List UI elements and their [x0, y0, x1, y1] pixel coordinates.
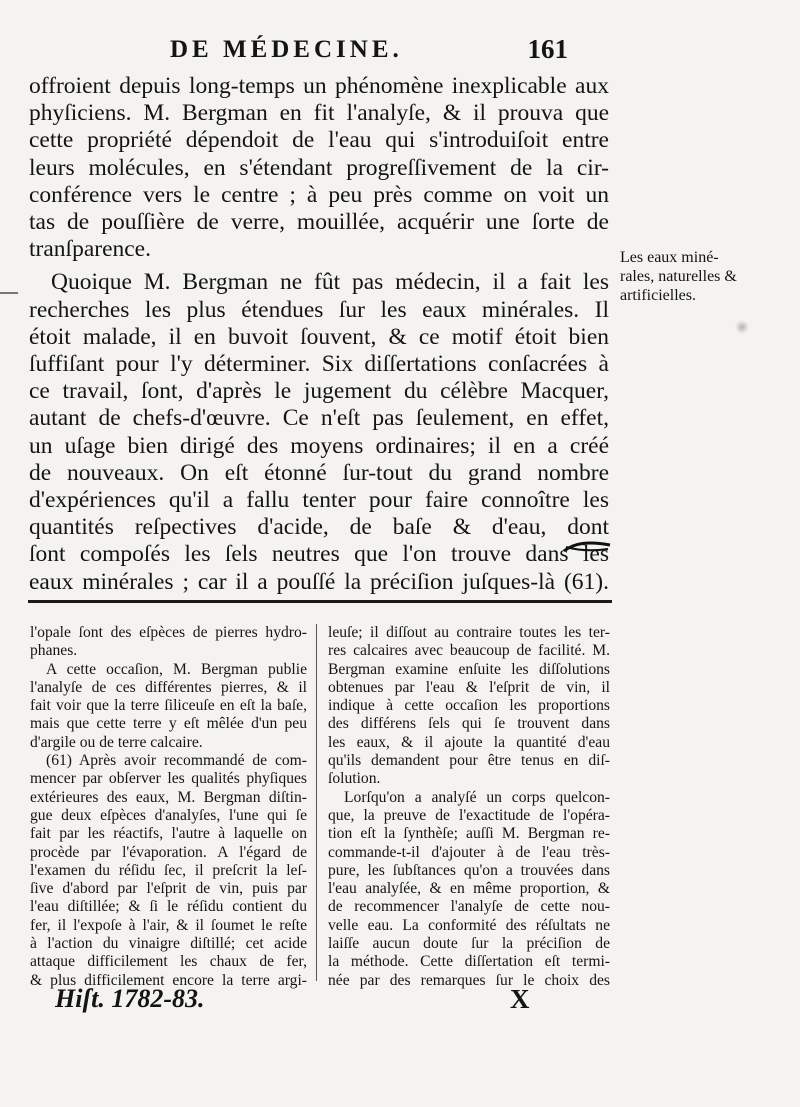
margin-note-line: artificielles. [620, 287, 696, 304]
main-line: eaux minérales ; car il a pouſſé la préciſion juſques-là (61). [29, 568, 609, 595]
main-line: ſont compoſés les ſels neutres que l'on trouve dans les [29, 541, 609, 568]
footnote-line: fait voir que la terre ſiliceuſe en eſt la baſe, [30, 697, 307, 715]
margin-note-line: rales, naturelles & [620, 268, 737, 285]
main-line: leurs molécules, en s'étendant progreſſivement de la cir- [29, 154, 609, 181]
footnote-line: l'eau diſtillée; & ſi le réſidu contient du [30, 898, 307, 916]
footnote-line: Lorſqu'on a analyſé un corps quelcon- [344, 788, 610, 806]
main-line: quantités reſpectives d'acide, de baſe & d'eau, dont [29, 514, 609, 541]
footnote-line: ſive d'abord par l'eſprit de vin, puis par [30, 880, 307, 898]
running-title: DE MÉDECINE. [170, 36, 403, 63]
footnote-line: ſolution. [328, 770, 381, 788]
main-line: ce travail, ſont, d'après le jugement du célèbre Macquer, [29, 378, 609, 405]
main-line: d'expériences qu'il a fallu tenter pour faire connoître les [29, 487, 609, 514]
footnote-line: phanes. [30, 642, 78, 660]
footnote-line: & plus difficilement encore la terre argi- [30, 971, 307, 989]
main-line: tranſparence. [29, 236, 151, 263]
footnote-line: A cette occaſion, M. Bergman publie [46, 660, 307, 678]
main-line: un uſage bien dirigé des moyens ordinaires; il en a créé [29, 432, 609, 459]
footnote-line: tion eſt la ſynthèſe; auſſi M. Bergman re- [328, 825, 610, 843]
footnote-line: pure, les ſubſtances qu'on a trouvées dans [328, 861, 610, 879]
footnote-line: d'argile ou de terre calcaire. [30, 733, 203, 751]
footnote-line: attaque difficilement les chaux de fer, [30, 953, 307, 971]
footnote-line: Bergman examine enſuite les diſſolutions [328, 660, 610, 678]
footnote-line: indique à cette occaſion les proportions [328, 697, 610, 715]
footnote-line: l'opale ſont des eſpèces de pierres hydro- [30, 624, 307, 641]
signature-mark: X [510, 984, 530, 1014]
main-line: étoit malade, il en buvoit ſouvent, & ce motif étoit bien [29, 323, 609, 350]
ink-strike-mark [562, 537, 612, 557]
footnote-line: qu'ils demandent pour être tenus en diſ- [328, 752, 610, 770]
column-divider [316, 624, 317, 981]
footnote-line: de recommencer l'analyſe de cette nou- [328, 898, 610, 916]
footnote-line: née par des remarques ſur le choix des [328, 971, 610, 989]
margin-note [620, 248, 795, 305]
footnote-rule [28, 600, 612, 603]
ink-smudge [735, 320, 749, 334]
footnote-line: procède par l'évaporation. A l'égard de [30, 843, 307, 861]
footnote-line: gue deux eſpèces d'analyſes, l'une qui ſe [30, 806, 307, 824]
margin-mark [0, 292, 18, 294]
footnote-line: à l'action du vinaigre diſtillé; cet acide [30, 935, 307, 953]
running-head [0, 34, 800, 74]
page-number: 161 [527, 34, 568, 64]
main-line: de nouveaux. On eſt étonné ſur-tout du grand nombre [29, 459, 609, 486]
footnote-line: extérieures des eaux, M. Bergman diſtin- [30, 788, 307, 806]
footnote-line: (61) Après avoir recommandé de com- [46, 752, 307, 770]
footnote-line: mais que cette terre y eſt mêlée d'un peu [30, 715, 307, 733]
main-line: recherches les plus étendues ſur les eaux minérales. Il [29, 296, 609, 323]
footnote-line: la méthode. Cette diſſertation eſt termi- [328, 953, 610, 971]
footnote-line: laiſſe aucun doute ſur la préciſion de [328, 935, 610, 953]
footnote-column-left [30, 624, 307, 990]
footnote-line: que, la preuve de l'exactitude de l'opéra- [328, 806, 610, 824]
main-line: ſuffiſant pour l'y déterminer. Six diſſertations conſacrées à [29, 351, 609, 378]
footnote-line: fer, il l'expoſe à l'air, & il ſoumet le reſte [30, 916, 307, 934]
main-line: autant de chefs-d'œuvre. Ce n'eſt pas ſeulement, en effet, [29, 405, 609, 432]
main-text [29, 73, 609, 596]
main-line: phyſiciens. M. Bergman en fit l'analyſe, & il prouva que [29, 100, 609, 127]
footnote-line: commande-t-il d'ajouter à de l'eau très- [328, 843, 610, 861]
footnote-line: les eaux, & il ajoute la quantité d'eau [328, 733, 610, 751]
footnote-line: fait par les réactifs, l'autre à laquelle on [30, 825, 307, 843]
footnote-line: l'analyſe de ces différentes pierres, & il [30, 678, 307, 696]
footnote-column-right [328, 624, 610, 990]
footnote-line: leuſe; il diſſout au contraire toutes les ter- [328, 624, 610, 641]
footnote-line: l'eau analyſée, & en même proportion, & [328, 880, 610, 898]
footnote-line: l'examen du réſidu ſec, il preſcrit la leſ- [30, 861, 307, 879]
footnote-line: res calcaires avec beaucoup de facilité. M. [328, 642, 610, 660]
main-line: offroient depuis long-temps un phénomène inexplicable aux [29, 73, 609, 99]
main-line: Quoique M. Bergman ne fût pas médecin, il a fait les [51, 269, 609, 296]
printer-signature: Hiſt. 1782-83. [55, 984, 205, 1013]
margin-note-line: Les eaux miné- [620, 249, 719, 266]
footnote-line: velle eau. La conformité des réſultats ne [328, 916, 610, 934]
footnote-line: obtenues par l'eau & l'eſprit de vin, il [328, 678, 610, 696]
main-line: cette propriété dépendoit de l'eau qui s'introduiſoit entre [29, 127, 609, 154]
main-line: tas de pouſſière de verre, mouillée, acquérir une ſorte de [29, 209, 609, 236]
footnote-line: des différens ſels qui ſe trouvent dans [328, 715, 610, 733]
main-line: conférence vers le centre ; à peu près comme on voit un [29, 181, 609, 208]
footnote-line: mencer par obſerver les qualités phyſiques [30, 770, 307, 788]
